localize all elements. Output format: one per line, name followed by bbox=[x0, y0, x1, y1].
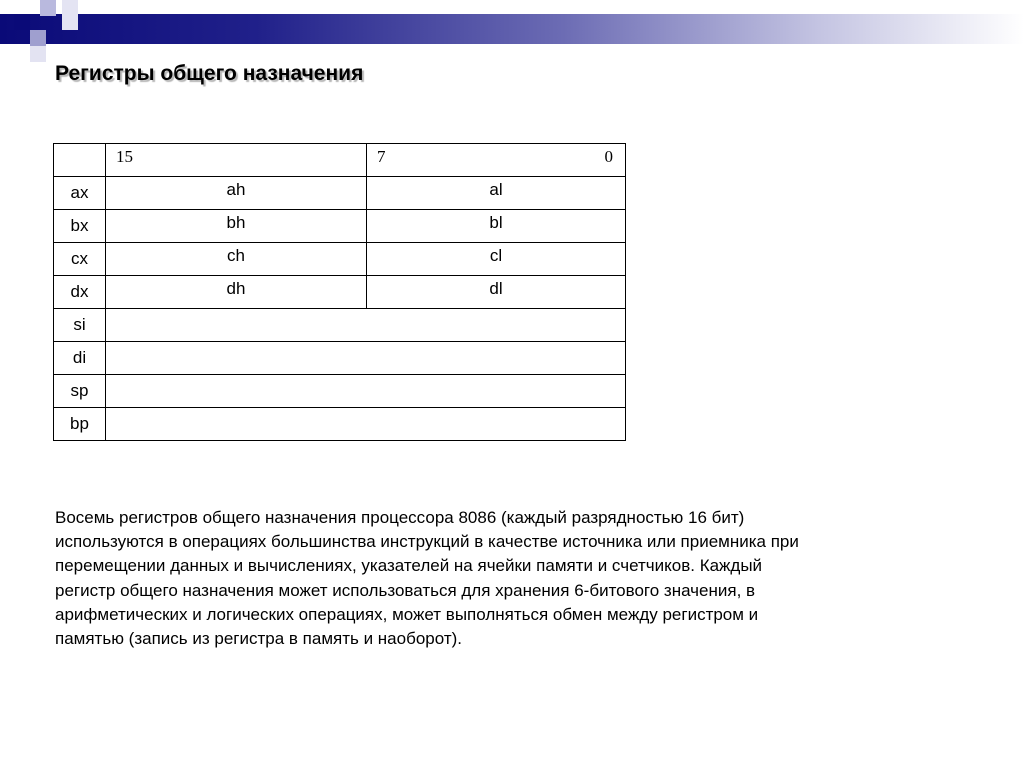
table-row bbox=[54, 309, 626, 342]
decorative-square bbox=[62, 0, 78, 30]
decorative-square bbox=[14, 14, 30, 30]
register-low-byte: cl bbox=[367, 243, 626, 276]
register-low-byte: al bbox=[367, 177, 626, 210]
register-table bbox=[53, 143, 626, 441]
table-row bbox=[54, 243, 626, 276]
register-name: si bbox=[54, 309, 106, 342]
register-full-cell bbox=[106, 408, 626, 441]
table-row bbox=[54, 276, 626, 309]
register-name: bx bbox=[54, 210, 106, 243]
register-high-byte: dh bbox=[106, 276, 367, 309]
register-low-byte: dl bbox=[367, 276, 626, 309]
register-full-cell bbox=[106, 375, 626, 408]
table-row bbox=[54, 177, 626, 210]
register-name: dx bbox=[54, 276, 106, 309]
bit-label-7: 7 bbox=[377, 147, 386, 166]
register-name: cx bbox=[54, 243, 106, 276]
decorative-square bbox=[40, 0, 56, 16]
register-name: di bbox=[54, 342, 106, 375]
register-full-cell bbox=[106, 309, 626, 342]
table-row bbox=[54, 375, 626, 408]
bit-label-cell bbox=[367, 144, 626, 177]
header-gradient-bar bbox=[0, 14, 1024, 44]
decorative-square bbox=[30, 30, 46, 46]
register-low-byte: bl bbox=[367, 210, 626, 243]
bit-label-15: 15 bbox=[106, 144, 367, 177]
register-name: sp bbox=[54, 375, 106, 408]
register-full-cell bbox=[106, 342, 626, 375]
register-high-byte: bh bbox=[106, 210, 367, 243]
register-high-byte: ah bbox=[106, 177, 367, 210]
table-row bbox=[54, 342, 626, 375]
slide-title: Регистры общего назначения bbox=[55, 62, 364, 85]
decorative-square bbox=[30, 46, 46, 62]
table-row bbox=[54, 210, 626, 243]
register-name: bp bbox=[54, 408, 106, 441]
description-paragraph: Восемь регистров общего назначения процессора 8086 (каждый разрядностью 16 бит) используются в операциях большинства инструкций в качестве источника или приемника при перемещении данных и вычислениях, указателей на ячейки памяти и счетчиков. Каждый регистр общего назначения может использоваться для хранения 6-битового значения, в арифметических и логических операциях, может выполняться обмен между регистром и памятью (запись из регистра в память и наоборот). bbox=[55, 508, 799, 649]
register-name: ax bbox=[54, 177, 106, 210]
bit-header-row bbox=[54, 144, 626, 177]
bit-label-0: 0 bbox=[604, 147, 613, 166]
table-row bbox=[54, 408, 626, 441]
register-high-byte: ch bbox=[106, 243, 367, 276]
corner-cell bbox=[54, 144, 106, 177]
